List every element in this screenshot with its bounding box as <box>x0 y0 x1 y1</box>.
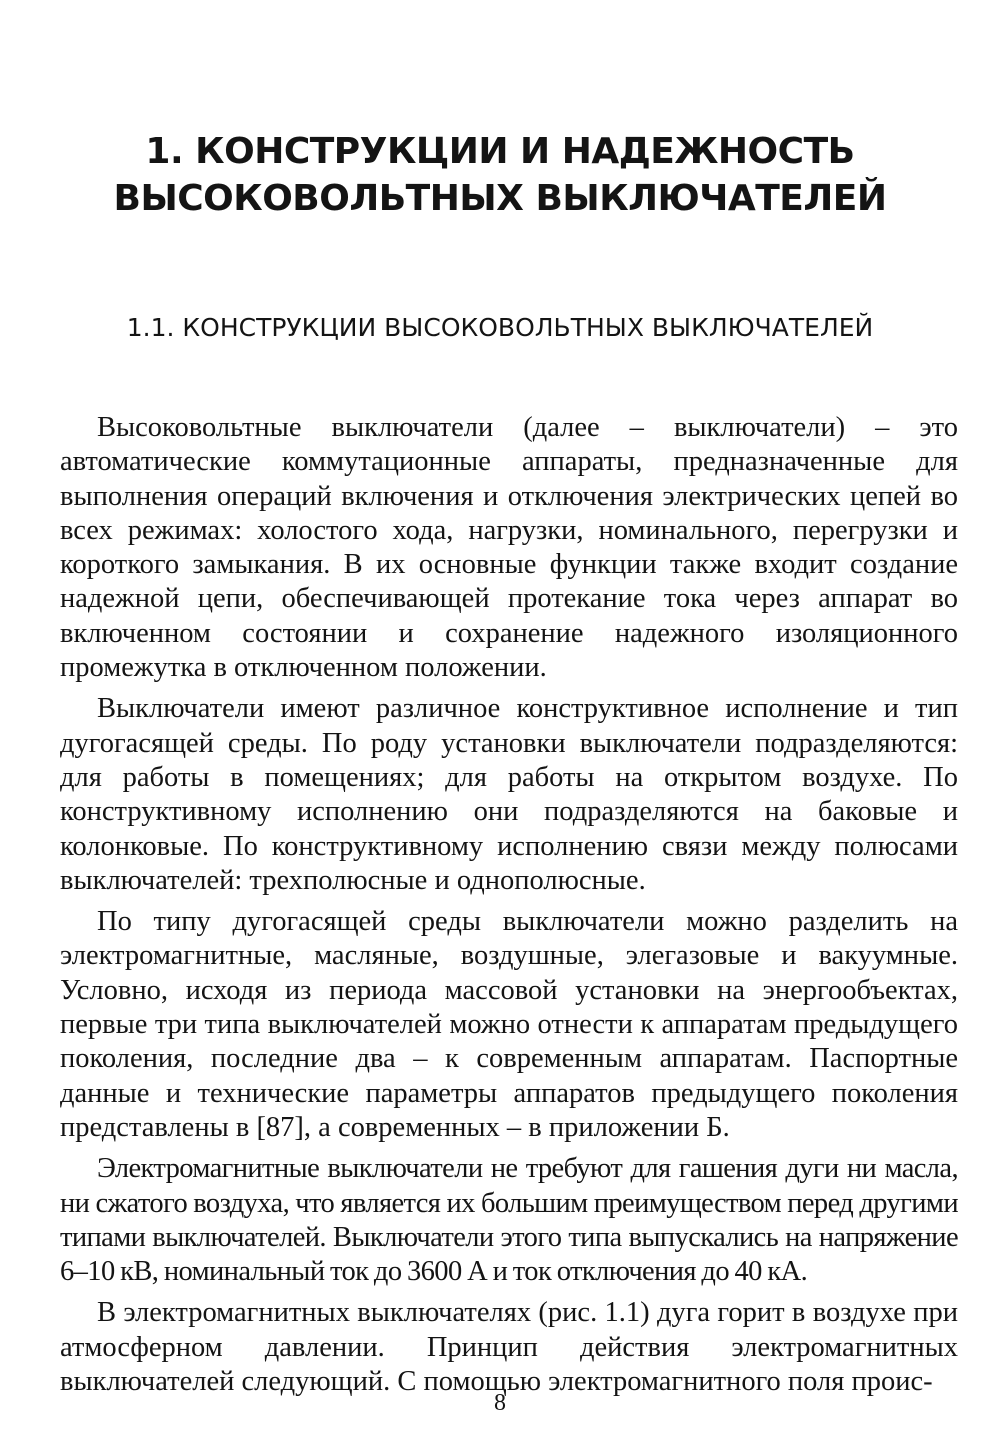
section-title: 1.1. КОНСТРУКЦИИ ВЫСОКОВОЛЬТНЫХ ВЫКЛЮЧАТЕЛЕЙ <box>126 313 874 342</box>
body-text <box>60 411 958 1406</box>
paragraph: Выключатели имеют различное конструктивное исполнение и тип дугогасящей среды. По роду установки выключатели подразделяются: для работы в помещениях; для работы на открытом воздухе. По конструктивному исполнению они подразделяются на баковые и колонковые. По конструктивному исполнению связи между полюсами выключателей: трехполюсные и однополюсные. <box>60 693 958 896</box>
chapter-title: 1. КОНСТРУКЦИИ И НАДЕЖНОСТЬ ВЫСОКОВОЛЬТНЫХ ВЫКЛЮЧАТЕЛЕЙ <box>113 131 887 219</box>
page-number: 8 <box>494 1390 506 1416</box>
paragraph: Высоковольтные выключатели (далее – выключатели) – это автоматические коммутационные аппараты, предназначенные для выполнения операций включения и отключения электрических цепей во всех режимах: холостого хода, нагрузки, номинального, перегрузки и короткого замыкания. В их основные функции также входит создание надежной цепи, обеспечивающей протекание тока через аппарат во включенном состоянии и сохранение надежного изоляционного промежутка в отключенном положении. <box>60 412 958 684</box>
paragraph: В электромагнитных выключателях (рис. 1.1) дуга горит в воздухе при атмосферном давлении. Принцип действия электромагнитных выключателей следующий. С помощью электромагнитного поля проис- <box>60 1297 958 1398</box>
paragraph: Электромагнитные выключатели не требуют для гашения дуги ни масла, ни сжатого воздуха, что является их большим преимуществом перед другими типами выключателей. Выключатели этого типа выпускались на напряжение 6–10 кВ, номинальный ток до 3600 А и ток отключения до 40 кА. <box>60 1153 958 1288</box>
paragraph: По типу дугогасящей среды выключатели можно разделить на электромагнитные, масляные, воздушные, элегазовые и вакуумные. Условно, исходя из периода массовой установки на энергообъектах, первые три типа выключателей можно отнести к аппаратам предыдущего поколения, последние два – к современным аппаратам. Паспортные данные и технические параметры аппаратов предыдущего поколения представлены в [87], а современных – в приложении Б. <box>60 906 958 1143</box>
